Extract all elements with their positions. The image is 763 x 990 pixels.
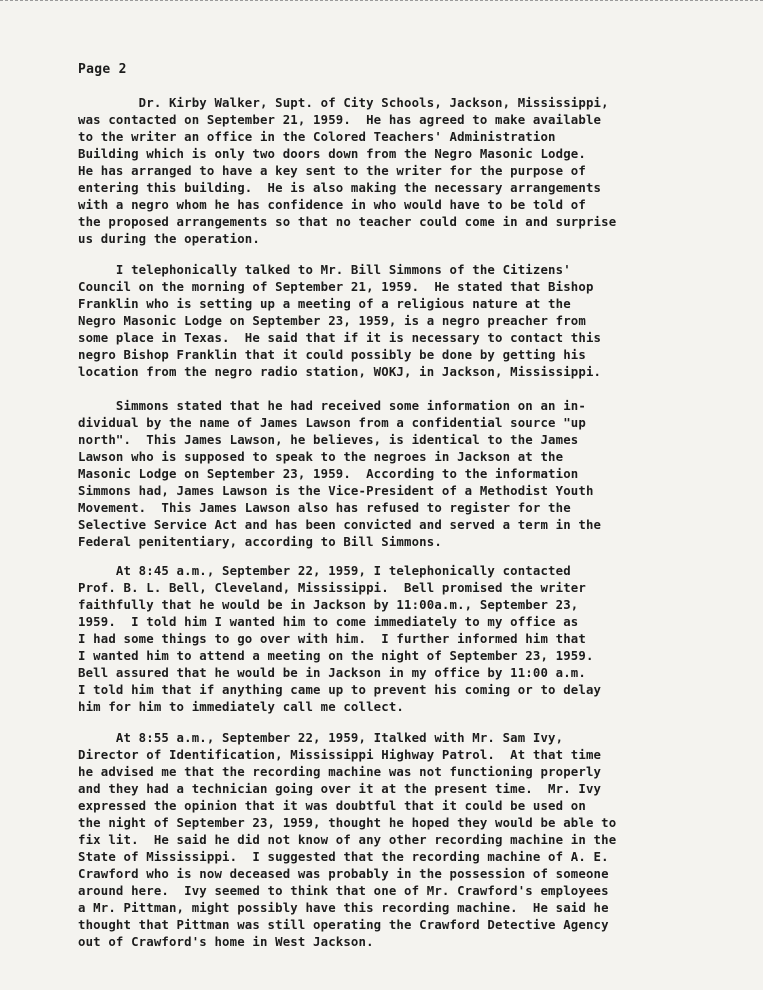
paragraph-bell-contact: At 8:45 a.m., September 22, 1959, I telephonically contacted Prof. B. L. Bell, Cleveland, Mississippi. Bell promised the writer faithfully that he would be in Jackson by 11:00a.m., September 23, 1959. I told him I wanted him to come immediately to my office as I had some things to go over with him. I further informed him that I wanted him to attend a meeting on the night of September 23, 1959. Bell assured that he would be in Jackson in my office by 11:00 a.m. I told him that if anything came up to prevent his coming or to delay him for him to immediately call me collect. — [78, 564, 602, 714]
paragraph-lawson-info: Simmons stated that he had received some information on an in- dividual by the name of James Lawson from a confidential source "up north". This James Lawson, he believes, is identical to the James Lawson who is supposed to speak to the negroes in Jackson at the Masonic Lodge on September 23, 1959. According to the information Simmons had, James Lawson is the Vice-President of a Methodist Youth Movement. This James Lawson also has refused to register for the Selective Service Act and has been convicted and served a term in the Federal penitentiary, according to Bill Simmons. — [78, 399, 602, 549]
page-number: Page 2 — [78, 62, 127, 77]
paragraph-walker: Dr. Kirby Walker, Supt. of City Schools, Jackson, Mississippi, was contacted on September 21, 1959. He has agreed to make available to the writer an office in the Colored Teachers' Administration Building which is only two doors down from the Negro Masonic Lodge. He has arranged to have a key sent to the writer for the purpose of entering this building. He is also making the necessary arrangements with a negro whom he has confidence in who would have to be told of the proposed arrangements so that no teacher could come in and surprise us during the operation. — [78, 96, 617, 246]
page-top-edge — [0, 0, 763, 9]
paragraph-simmons-call: I telephonically talked to Mr. Bill Simmons of the Citizens' Council on the morning of September 21, 1959. He stated that Bishop Franklin who is setting up a meeting of a religious nature at the Negro Masonic Lodge on September 23, 1959, is a negro preacher from some place in Texas. He said that if it is necessary to contact this negro Bishop Franklin that it could possibly be done by getting his location from the negro radio station, WOKJ, in Jackson, Mississippi. — [78, 263, 602, 379]
paragraph-ivy-recording: At 8:55 a.m., September 22, 1959, Italked with Mr. Sam Ivy, Director of Identification, Mississippi Highway Patrol. At that time he advised me that the recording machine was not functioning properly and they had a technician going over it at the present time. Mr. Ivy expressed the opinion that it was doubtful that it could be used on the night of September 23, 1959, thought he hoped they would be able to fix lit. He said he did not know of any other recording machine in the State of Mississippi. I suggested that the recording machine of A. E. Crawford who is now deceased was probably in the possession of someone around here. Ivy seemed to think that one of Mr. Crawford's employees a Mr. Pittman, might possibly have this recording machine. He said he thought that Pittman was still operating the Crawford Detective Agency out of Crawford's home in West Jackson. — [78, 731, 617, 949]
